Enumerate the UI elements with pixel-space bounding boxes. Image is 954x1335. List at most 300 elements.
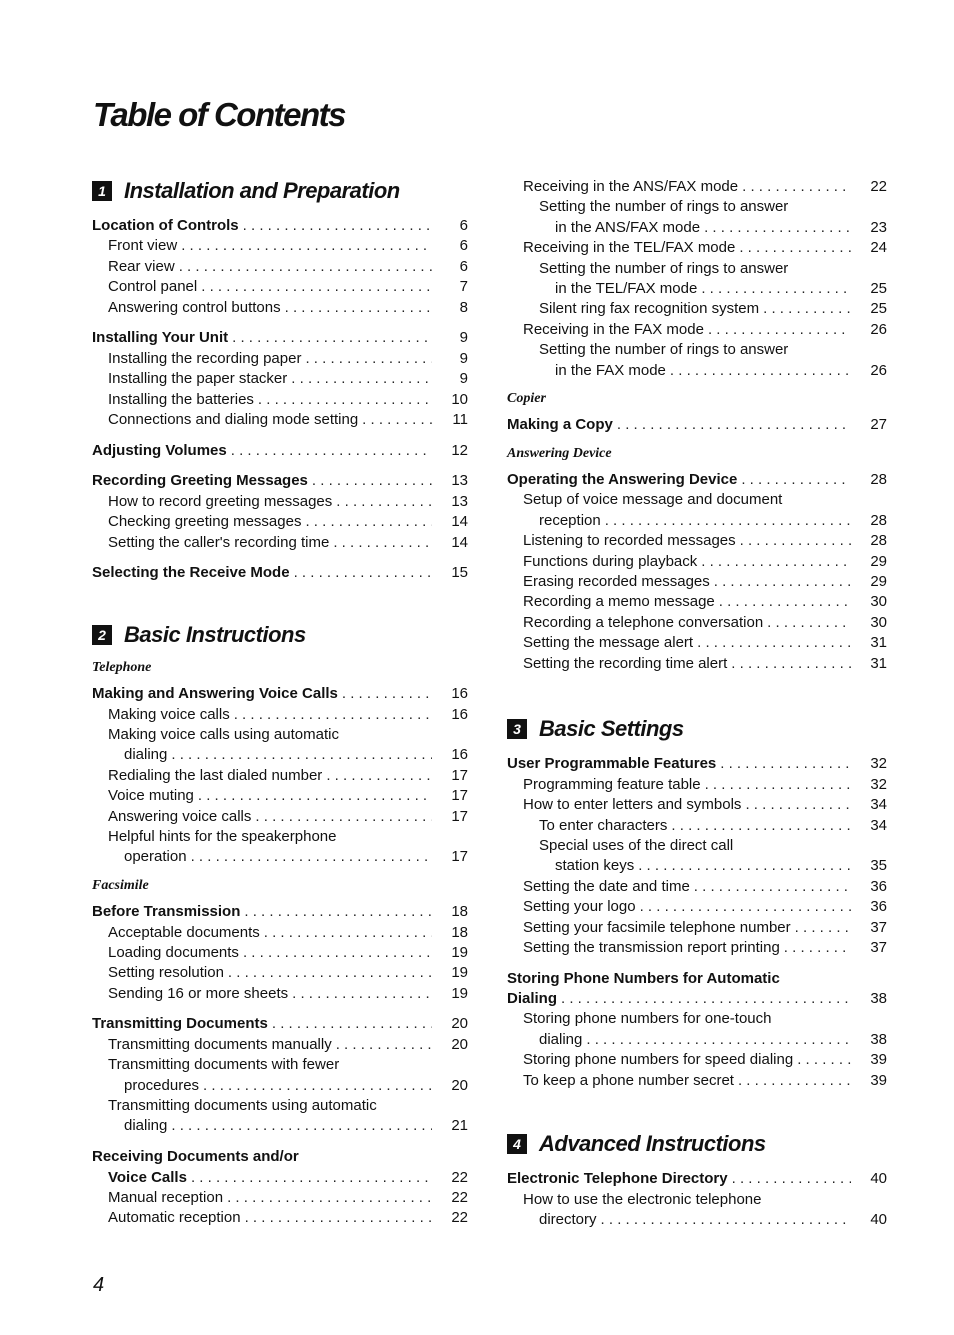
toc-entry-page [438,1147,468,1167]
dot-leader [745,795,851,815]
toc-entry-page: 37 [870,938,887,956]
toc-entry [507,279,887,299]
toc-entry-title: dialing [124,746,168,764]
dot-leader [697,633,851,653]
section-title: Basic Instructions [124,622,306,648]
toc-entry-page: 32 [870,775,887,793]
toc-entry-title: Special uses of the direct call [539,836,734,854]
dot-leader [179,257,432,277]
toc-entry-title: in the TEL/FAX mode [555,279,698,297]
toc-entry [92,441,468,461]
toc-entry [92,533,468,553]
toc-entry-page: 22 [451,1168,468,1186]
toc-entry-title: Setup of voice message and document [523,491,783,509]
dot-leader [198,786,432,806]
toc-entry-page: 16 [451,746,468,764]
toc-entry-page: 30 [870,613,887,631]
toc-entry [92,512,468,532]
dot-leader [714,572,851,592]
toc-entry [92,1168,468,1188]
toc-group [507,1169,887,1230]
toc-entry-title: in the ANS/FAX mode [555,218,701,236]
dot-leader [792,197,851,217]
dot-leader [797,1050,851,1070]
toc-entry-title: Silent ring fax recognition system [539,300,760,318]
toc-entry-title: Manual reception [108,1188,224,1206]
toc-entry-title: Setting the recording time alert [523,654,728,672]
toc-entry [92,1116,468,1136]
toc-entry [92,786,468,806]
toc-entry-title: Receiving in the FAX mode [523,320,704,338]
toc-entry [507,197,887,217]
toc-entry [507,1190,887,1210]
toc-entry [507,238,887,258]
toc-entry-page: 18 [451,903,468,921]
toc-entry-title: Location of Controls [92,217,239,234]
toc-entry-title: Setting your facsimile telephone number [523,918,791,936]
toc-entry-page: 23 [870,218,887,236]
dot-leader [701,552,851,572]
dot-leader [381,1096,432,1116]
toc-entry [92,369,468,389]
dot-leader [720,754,851,774]
toc-entry-page: 9 [459,370,468,388]
toc-group [92,441,468,461]
toc-group [507,754,887,958]
dot-leader [258,390,432,410]
toc-entry-page [857,969,887,989]
toc-entry [92,984,468,1004]
dot-leader [605,511,851,531]
dot-leader [719,592,851,612]
dot-leader [784,969,851,989]
toc-entry-title: Control panel [108,278,198,296]
dot-leader [765,1190,851,1210]
toc-entry [507,340,887,360]
toc-entry [507,816,887,836]
toc-entry-title: Setting the number of rings to answer [539,341,789,359]
toc-entry-page: 14 [451,513,468,531]
toc-entry [92,807,468,827]
dot-leader [285,298,432,318]
toc-entry-page: 24 [870,239,887,257]
toc-entry-title: Setting your logo [523,898,636,916]
toc-entry [92,349,468,369]
toc-entry-page [857,1190,887,1210]
dot-leader [227,1188,432,1208]
toc-entry-page: 36 [870,898,887,916]
toc-entry-title: Transmitting documents manually [108,1035,332,1053]
toc-entry [92,410,468,430]
toc-entry-title: Setting resolution [108,964,224,982]
toc-entry-title: Loading documents [108,943,239,961]
dot-leader [234,705,432,725]
toc-entry-title: Transmitting documents with fewer [108,1056,340,1074]
toc-entry-page: 17 [451,807,468,825]
toc-entry [507,836,887,856]
dot-leader [740,531,851,551]
toc-entry-page [438,827,468,847]
toc-entry [507,1009,887,1029]
toc-entry-page: 29 [870,552,887,570]
toc-entry-page [438,1096,468,1116]
toc-entry-page: 31 [870,634,887,652]
toc-entry-title: Helpful hints for the speakerphone [108,827,337,845]
toc-entry-page: 28 [870,471,887,489]
toc-entry [507,218,887,238]
dot-leader [243,216,432,236]
dot-leader [786,490,851,510]
toc-entry-page [857,836,887,856]
dot-leader [272,1014,432,1034]
dot-leader [795,918,851,938]
toc-entry [507,259,887,279]
page-number: 4 [93,1274,105,1296]
toc-entry-title: Receiving Documents and/or [92,1148,299,1166]
toc-entry [92,847,468,867]
toc-entry-page: 27 [870,416,887,434]
toc-entry-page: 19 [451,943,468,961]
toc-entry-page: 6 [459,217,468,234]
toc-entry-title: Adjusting Volumes [92,441,227,459]
dot-leader [171,1116,432,1136]
dot-leader [784,938,851,958]
dot-leader [244,902,432,922]
toc-right-column [507,177,887,1241]
toc-entry [507,856,887,876]
toc-entry-page: 28 [870,511,887,529]
toc-entry-title: Programming feature table [523,775,701,793]
toc-entry [92,725,468,745]
toc-entry-page: 14 [451,533,468,551]
toc-entry [507,654,887,674]
toc-entry [507,531,887,551]
toc-entry-title: procedures [124,1076,200,1094]
section-number-badge: 2 [92,625,112,645]
toc-entry-page: 16 [451,685,468,703]
toc-entry [92,684,468,704]
toc-entry [92,1055,468,1075]
toc-entry-title: Checking greeting messages [108,513,302,531]
toc-entry-title: Answering voice calls [108,807,252,825]
toc-entry-title: Before Transmission [92,903,241,921]
toc-entry [92,298,468,318]
toc-group [507,969,887,1091]
toc-entry-title: How to enter letters and symbols [523,796,742,814]
toc-entry-page [857,197,887,217]
subsection-label: Copier [507,391,546,407]
toc-entry-page [857,340,887,360]
toc-entry [507,320,887,340]
toc-entry-page: 39 [870,1051,887,1069]
dot-leader [303,1147,432,1167]
toc-entry [92,1014,468,1034]
toc-entry [507,592,887,612]
dot-leader [292,984,432,1004]
toc-entry [507,775,887,795]
toc-entry [507,795,887,815]
toc-entry-page: 26 [870,320,887,338]
toc-entry-page: 36 [870,877,887,895]
toc-entry-title: Transmitting Documents [92,1015,268,1033]
dot-leader [671,816,851,836]
toc-entry-title: Rear view [108,257,175,275]
toc-entry-page: 20 [451,1076,468,1094]
toc-entry-page: 13 [451,472,468,490]
toc-entry-page: 38 [870,1030,887,1048]
toc-entry-title: Making a Copy [507,416,613,434]
toc-left-column [92,176,468,1239]
dot-leader [333,533,432,553]
dot-leader [708,320,851,340]
toc-group [507,470,887,674]
toc-entry-title: Making and Answering Voice Calls [92,685,338,703]
subsection-label: Facsimile [92,878,149,894]
toc-entry-page: 17 [451,766,468,784]
toc-entry [92,745,468,765]
toc-entry-title: Receiving in the TEL/FAX mode [523,239,736,257]
dot-leader [171,745,432,765]
dot-leader [586,1030,851,1050]
toc-entry [92,705,468,725]
toc-entry-page: 11 [452,410,468,428]
toc-entry-title: Recording a memo message [523,593,715,611]
subsection-label: Answering Device [507,446,612,462]
toc-entry-title: Redialing the last dialed number [108,766,323,784]
toc-entry-title: Listening to recorded messages [523,532,736,550]
toc-entry-page [857,1009,887,1029]
toc-entry [92,471,468,491]
toc-entry [92,328,468,348]
toc-entry-page: 29 [870,573,887,591]
toc-entry [507,877,887,897]
toc-entry-title: Answering control buttons [108,298,281,316]
toc-entry [507,754,887,774]
toc-entry-page: 19 [451,984,468,1002]
toc-entry-page [857,259,887,279]
dot-leader [305,512,432,532]
toc-entry-page: 22 [870,178,887,195]
dot-leader [243,943,432,963]
toc-entry-title: To enter characters [539,816,668,834]
toc-entry [92,390,468,410]
toc-entry-page: 34 [870,796,887,814]
subsection-label: Telephone [92,660,152,676]
toc-entry-title: station keys [555,857,635,875]
toc-entry [92,943,468,963]
toc-entry-page: 25 [870,300,887,318]
toc-entry-title: Installing the recording paper [108,349,302,367]
dot-leader [305,349,432,369]
dot-leader [694,877,851,897]
toc-entry-page: 26 [870,361,887,379]
toc-entry-title: Setting the message alert [523,634,694,652]
toc-entry [507,511,887,531]
toc-entry-page: 32 [870,755,887,773]
section-heading [507,714,887,744]
toc-entry-title: Setting the number of rings to answer [539,198,789,216]
toc-entry-title: Electronic Telephone Directory [507,1170,728,1188]
dot-leader [732,1169,851,1189]
toc-entry-page: 17 [451,787,468,805]
dot-leader [767,613,851,633]
toc-entry-page: 25 [870,279,887,297]
toc-entry-title: Storing Phone Numbers for Automatic [507,969,780,987]
section-title: Advanced Instructions [539,1131,766,1157]
toc-entry-page: 9 [459,329,468,347]
dot-leader [742,177,851,197]
toc-entry-title: Recording a telephone conversation [523,613,764,631]
toc-entry [507,969,887,989]
toc-entry [507,490,887,510]
toc-entry-title: Operating the Answering Device [507,471,738,489]
dot-leader [342,684,432,704]
toc-entry-title: Installing the paper stacker [108,370,288,388]
toc-group [92,328,468,430]
toc-entry-page: 38 [870,990,887,1008]
toc-entry [507,1071,887,1091]
toc-entry-page: 12 [451,441,468,459]
toc-entry-title: Setting the transmission report printing [523,938,780,956]
dot-leader [792,340,851,360]
toc-entry-title: Storing phone numbers for one-touch [523,1010,772,1028]
toc-group [92,563,468,583]
toc-entry-title: To keep a phone number secret [523,1071,734,1089]
toc-entry-page: 17 [451,848,468,866]
section-title: Basic Settings [539,716,684,742]
toc-entry-title: Storing phone numbers for speed dialing [523,1051,794,1069]
toc-entry-page: 30 [870,593,887,611]
dot-leader [245,1208,432,1228]
toc-entry-title: Setting the date and time [523,877,690,895]
toc-group [92,1014,468,1136]
toc-entry-title: Voice muting [108,787,194,805]
toc-entry-title: Receiving in the ANS/FAX mode [523,178,739,195]
toc-entry-page: 19 [451,964,468,982]
dot-leader [312,471,432,491]
dot-leader [294,563,432,583]
toc-entry-title: Automatic reception [108,1209,241,1227]
toc-entry [92,236,468,256]
toc-entry-page: 20 [451,1015,468,1033]
toc-entry-title: How to record greeting messages [108,492,333,510]
toc-entry-page: 18 [451,923,468,941]
toc-entry [92,766,468,786]
dot-leader [201,277,432,297]
dot-leader [191,847,432,867]
toc-entry-title: Dialing [507,990,558,1008]
toc-entry-title: Installing the batteries [108,390,254,408]
toc-entry-page: 9 [459,349,468,367]
dot-leader [638,856,851,876]
toc-entry-title: in the FAX mode [555,361,666,379]
toc-entry [507,938,887,958]
toc-entry [92,492,468,512]
toc-entry [507,361,887,381]
toc-entry-page: 8 [459,298,468,316]
dot-leader [617,415,851,435]
toc-entry-page: 13 [451,492,468,510]
toc-group [92,684,468,868]
toc-entry [92,963,468,983]
dot-leader [264,923,432,943]
dot-leader [326,766,432,786]
dot-leader [738,1071,851,1091]
toc-entry-title: Making voice calls [108,705,230,723]
toc-group [92,471,468,553]
dot-leader [336,492,432,512]
dot-leader [705,775,851,795]
toc-entry [92,1147,468,1167]
toc-entry-page: 31 [870,654,887,672]
dot-leader [291,369,432,389]
dot-leader [362,410,432,430]
toc-entry-title: dialing [124,1117,168,1135]
toc-entry-title: Connections and dialing mode setting [108,410,359,428]
dot-leader [670,361,851,381]
toc-entry-page: 40 [870,1170,887,1188]
toc-entry [507,552,887,572]
dot-leader [191,1168,432,1188]
toc-entry [507,897,887,917]
dot-leader [343,725,432,745]
toc-entry [507,1030,887,1050]
toc-entry-title: Transmitting documents using automatic [108,1097,377,1115]
toc-group [507,415,887,435]
toc-entry-title: Erasing recorded messages [523,573,710,591]
toc-group [92,216,468,318]
toc-entry-page: 22 [451,1209,468,1227]
toc-entry [507,918,887,938]
toc-entry-title: operation [124,848,187,866]
toc-entry-title: Recording Greeting Messages [92,472,308,490]
section-number-badge: 1 [92,181,112,201]
toc-entry-page [438,725,468,745]
toc-entry [92,1096,468,1116]
dot-leader [228,963,432,983]
dot-leader [763,299,851,319]
toc-entry-title: Acceptable documents [108,923,260,941]
toc-entry-page: 39 [870,1071,887,1089]
toc-entry-title: Selecting the Receive Mode [92,564,290,582]
toc-entry [92,216,468,236]
dot-leader [336,1035,432,1055]
section-heading [92,620,468,650]
toc-entry-title: Installing Your Unit [92,329,229,347]
toc-entry-page: 37 [870,918,887,936]
toc-entry [507,1169,887,1189]
toc-entry [507,1210,887,1230]
toc-entry-title: reception [539,511,601,529]
dot-leader [601,1210,851,1230]
dot-leader [701,279,851,299]
toc-entry [92,1076,468,1096]
section-heading [92,176,468,206]
toc-entry [92,1208,468,1228]
toc-entry-title: directory [539,1211,597,1229]
toc-entry [92,1188,468,1208]
dot-leader [232,328,432,348]
toc-entry-page [438,1055,468,1075]
toc-entry-page [857,490,887,510]
dot-leader [792,259,851,279]
dot-leader [739,238,851,258]
section-number-badge: 4 [507,1134,527,1154]
toc-entry-title: dialing [539,1030,583,1048]
toc-entry-title: Making voice calls using automatic [108,725,339,743]
toc-entry-title: How to use the electronic telephone [523,1190,762,1208]
section-title: Installation and Preparation [124,178,400,203]
